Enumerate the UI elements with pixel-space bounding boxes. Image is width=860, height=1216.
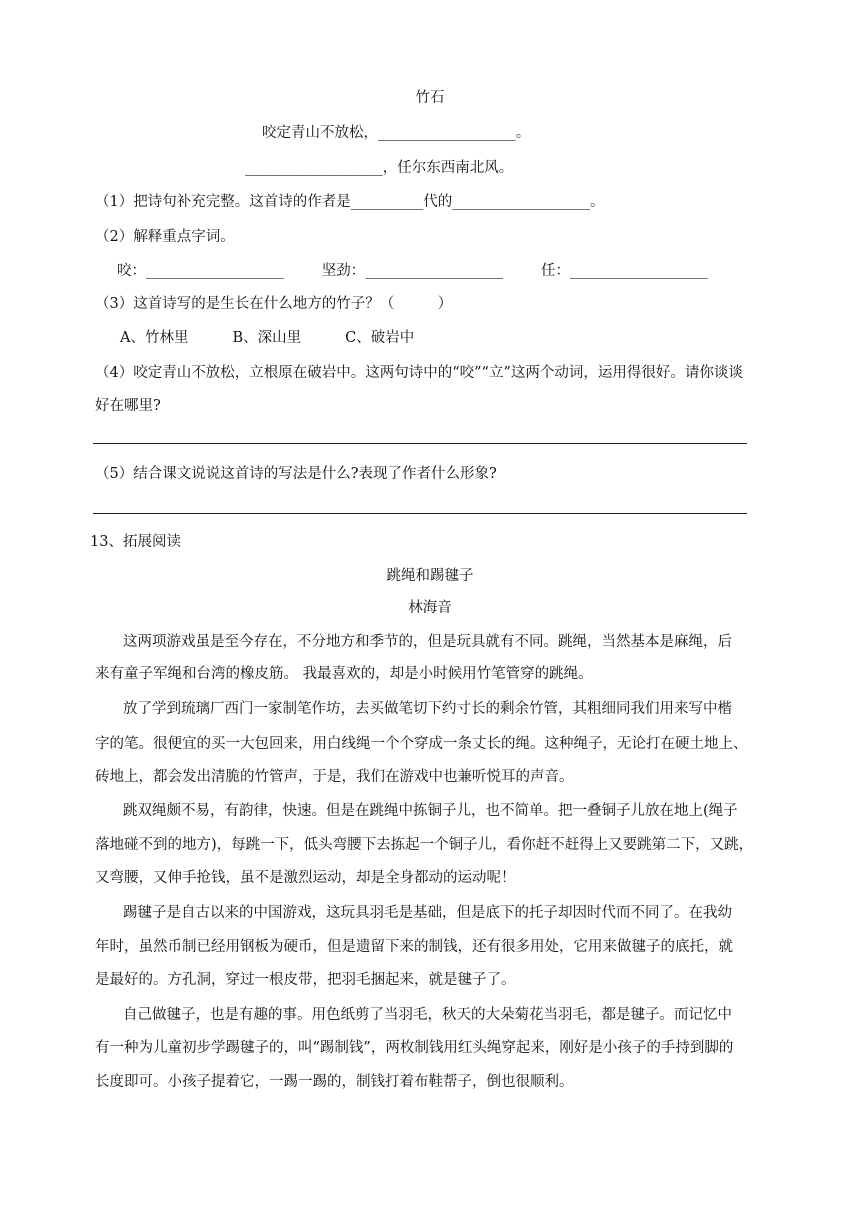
poem-line-2: ___________________，任尔东西南北风。 [245, 160, 514, 176]
article-line: 砖地上，都会发出清脆的竹管声，于是，我们在游戏中也兼听悦耳的声音。 [95, 769, 574, 785]
answer-line-4 [93, 443, 747, 444]
article-line: 跳双绳颇不易，有韵律，快速。但是在跳绳中拣铜子儿，也不简单。把一叠铜子儿放在地上(绳子 [123, 803, 738, 819]
article-title: 跳绳和踢毽子 [386, 568, 474, 584]
article-line: 年时，虽然币制已经用钢板为硬币，但是遗留下来的制钱，还有很多用处，它用来做毽子的底托，就 [95, 939, 733, 955]
poem-line-1: 咬定青山不放松，___________________。 [262, 125, 531, 141]
article-line: 踢毽子是自古以来的中国游戏，这玩具羽毛是基础，但是底下的托子却因时代而不同了。在我幼 [123, 905, 732, 921]
definition-yao: 咬：___________________ [117, 263, 284, 279]
question-3: （3）这首诗写的是生长在什么地方的竹子？（ ） [95, 296, 453, 312]
article-author: 林海音 [408, 600, 452, 616]
article-line: 放了学到琉璃厂西门一家制笔作坊，去买做笔切下约寸长的剩余竹管，其粗细同我们用来写中楷 [123, 701, 732, 717]
option-c: C、破岩中 [345, 330, 415, 346]
word-definitions [117, 261, 708, 281]
question-1: （1）把诗句补充完整。这首诗的作者是__________代的___________________。 [95, 194, 605, 210]
question-4-line-1: （4）咬定青山不放松，立根原在破岩中。这两句诗中的“咬”“立”这两个动词，运用得很好。请你谈谈 [95, 365, 743, 381]
question-2: （2）解释重点字词。 [95, 229, 235, 245]
answer-line-5 [93, 513, 747, 514]
question-5: （5）结合课文说说这首诗的写法是什么?表现了作者什么形象? [95, 466, 497, 482]
definition-jianjin: 坚劲：___________________ [321, 263, 503, 279]
article-line: 落地碰不到的地方)，每跳一下，低头弯腰下去拣起一个铜子儿，看你赶不赶得上又要跳第二下，又跳， [95, 837, 754, 853]
article-line: 这两项游戏虽是至今存在，不分地方和季节的，但是玩具就有不同。跳绳，当然基本是麻绳，后 [123, 634, 732, 650]
section-13-heading: 13、拓展阅读 [90, 534, 181, 550]
article-line: 长度即可。小孩子提着它，一踢一踢的，制钱打着布鞋帮子，倒也很顺利。 [95, 1074, 574, 1090]
article-line: 又弯腰，又伸手抢钱，虽不是激烈运动，却是全身都动的运动呢！ [95, 870, 516, 886]
article-line: 自己做毽子，也是有趣的事。用色纸剪了当羽毛，秋天的大朵菊花当羽毛，都是毽子。而记忆中 [123, 1007, 732, 1023]
article-line: 是最好的。方孔洞，穿过一根皮带，把羽毛捆起来，就是毽子了。 [95, 972, 516, 988]
article-line: 来有童子军绳和台湾的橡皮筋。 我最喜欢的，却是小时候用竹笔管穿的跳绳。 [95, 666, 593, 682]
question-3-options [120, 328, 414, 348]
question-4-line-2: 好在哪里? [95, 398, 161, 414]
definition-ren: 任：___________________ [541, 263, 708, 279]
poem-title: 竹石 [415, 90, 445, 106]
option-a: A、竹林里 [120, 330, 189, 346]
article-line: 有一种为儿童初步学踢毽子的，叫“踢制钱”，两枚制钱用红头绳穿起来，刚好是小孩子的手持到脚的 [95, 1040, 734, 1056]
option-b: B、深山里 [232, 330, 302, 346]
article-line: 字的笔。很便宜的买一大包回来，用白线绳一个个穿成一条丈长的绳。这种绳子，无论打在硬土地上、 [95, 736, 748, 752]
